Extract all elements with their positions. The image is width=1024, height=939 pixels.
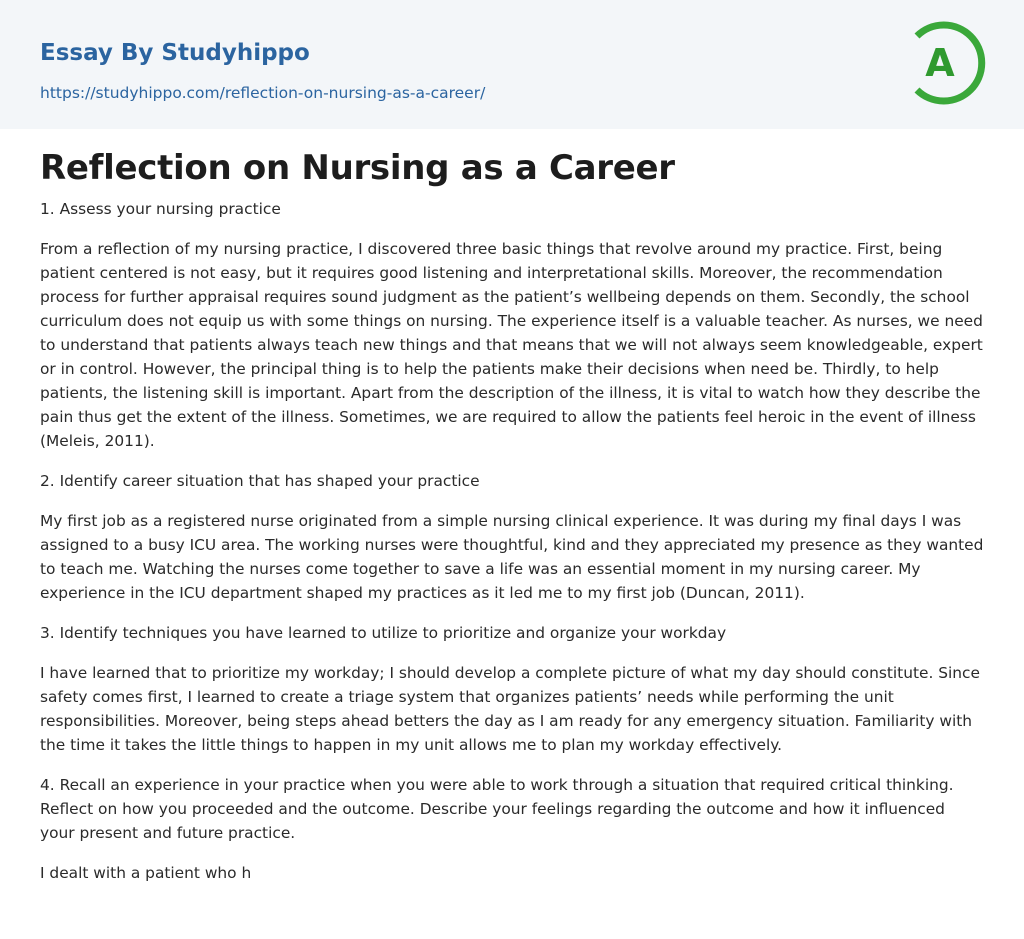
studyhippo-logo-icon[interactable] — [912, 20, 988, 106]
logo-letter: A — [925, 41, 955, 85]
paragraph-truncated: I dealt with a patient who h — [40, 864, 252, 882]
section-heading: 2. Identify career situation that has shaped your practice — [40, 472, 480, 490]
document-body — [40, 145, 984, 901]
section-heading: 3. Identify techniques you have learned to utilize to prioritize and organize your workday — [40, 624, 727, 642]
source-url-link[interactable]: https://studyhippo.com/reflection-on-nursing-as-a-career/ — [40, 84, 486, 102]
document-title: Reflection on Nursing as a Career — [40, 148, 675, 188]
paragraph: From a reflection of my nursing practice, I discovered three basic things that revolve around my practice. First, being patient centered is not easy, but it requires good listening and interpretational skills. Moreover, the recommendation process for further appraisal requires sound judgment as the patient’s wellbeing depends on them. Secondly, the school curriculum does not equip us with some things on nursing. The experience itself is a valuable teacher. As nurses, we need to understand that patients always teach new things and that means that we will not always seem knowledgeable, expert or in control. However, the principal thing is to help the patients make their decisions when need be. Thirdly, to help patients, the listening skill is important. Apart from the description of the illness, it is vital to watch how they describe the pain thus get the extent of the illness. Sometimes, we are required to allow the patients feel heroic in the event of illness (Meleis, 2011). — [40, 240, 983, 450]
brand-title[interactable]: Essay By Studyhippo — [40, 40, 310, 66]
paragraph: I have learned that to prioritize my workday; I should develop a complete picture of what my day should constitute. Since safety comes first, I learned to create a triage system that organizes patients’ needs while performing the unit responsibilities. Moreover, being steps ahead betters the day as I am ready for any emergency situation. Familiarity with the time it takes the little things to happen in my unit allows me to plan my workday effectively. — [40, 664, 980, 754]
section-heading: 4. Recall an experience in your practice when you were able to work through a situation that required critical thinking. Reflect on how you proceeded and the outcome. Describe your feelings regarding the outcome and how it influenced your present and future practice. — [40, 776, 954, 842]
page-header — [0, 0, 1024, 129]
section-heading: 1. Assess your nursing practice — [40, 200, 281, 218]
paragraph: My first job as a registered nurse originated from a simple nursing clinical experience. It was during my final days I was assigned to a busy ICU area. The working nurses were thoughtful, kind and they appreciated my presence as they wanted to teach me. Watching the nurses come together to save a life was an essential moment in my nursing career. My experience in the ICU department shaped my practices as it led me to my first job (Duncan, 2011). — [40, 512, 984, 602]
